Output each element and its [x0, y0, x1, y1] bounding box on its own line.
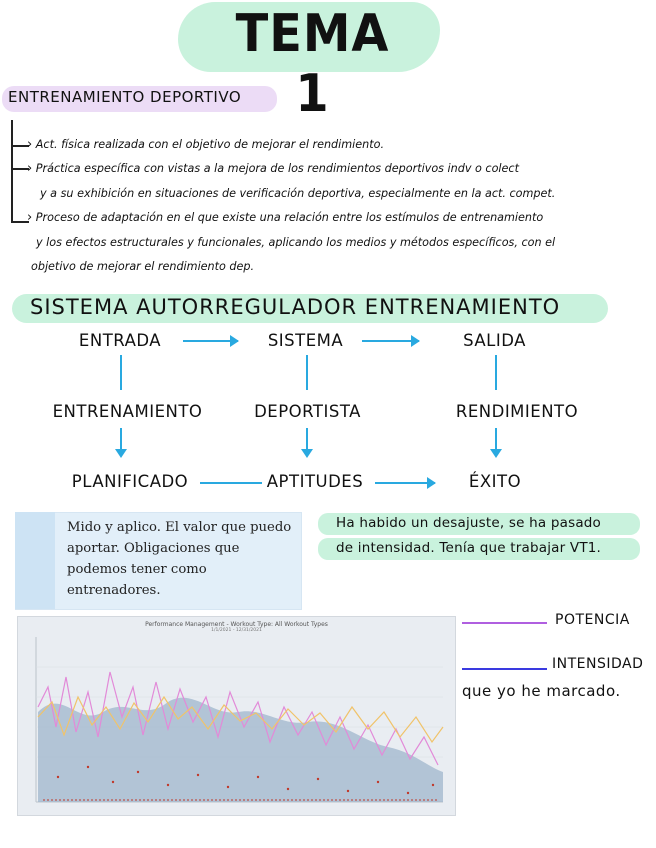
connector-line — [200, 482, 262, 484]
down-arrow — [495, 428, 497, 456]
node-salida: SALIDA — [463, 331, 526, 350]
vertical-connector — [306, 355, 308, 390]
adjustment-note-line: de intensidad. Tenía que trabajar VT1. — [336, 540, 602, 556]
section-subtitle: ENTRENAMIENTO DEPORTIVO — [8, 88, 242, 106]
legend-caption: que yo he marcado. — [462, 682, 621, 700]
definition-1 — [27, 138, 384, 151]
definition-line: Proceso de adaptación en el que existe una relación entre los estímulos de entrenamiento — [35, 211, 544, 224]
node-sistema: SISTEMA — [267, 331, 344, 350]
system-title: SISTEMA AUTORREGULADOR ENTRENAMIENTO — [30, 295, 561, 319]
definition-line: Práctica específica con vistas a la mejora de los rendimientos deportivos indv o colect — [35, 162, 519, 175]
legend-potencia: POTENCIA — [555, 612, 630, 628]
chart-subtitle: 1/1/2021 - 12/31/2021 — [211, 628, 262, 633]
vertical-connector — [120, 355, 122, 390]
definition-bracket — [11, 120, 13, 223]
definition-line: y a su exhibición en situaciones de verificación deportiva, especialmente en la act. compet. — [40, 187, 556, 200]
node-planificado: PLANIFICADO — [71, 472, 189, 491]
adjustment-note-line: Ha habido un desajuste, se ha pasado — [336, 515, 602, 531]
legend-intensidad: INTENSIDAD — [552, 656, 644, 672]
page-title: TEMA 1 — [235, 4, 390, 124]
definition-2 — [27, 162, 519, 175]
node-deportista: DEPORTISTA — [254, 402, 361, 421]
arrow-right-icon: › — [27, 137, 33, 152]
vertical-connector — [495, 355, 497, 390]
definition-line: Act. física realizada con el objetivo de mejorar el rendimiento. — [35, 138, 385, 151]
definition-3 — [27, 211, 543, 224]
arrow-right-icon: › — [27, 210, 33, 225]
intensidad-line — [462, 668, 547, 670]
chart-plot — [18, 617, 455, 815]
down-arrow — [120, 428, 122, 456]
flow-arrow — [362, 340, 419, 342]
flow-arrow — [375, 482, 435, 484]
chart-title: Performance Management - Workout Type: All Workout Types — [145, 621, 328, 628]
node-entrada: ENTRADA — [78, 331, 162, 350]
node-aptitudes: APTITUDES — [266, 472, 364, 491]
arrow-right-icon: › — [27, 161, 33, 176]
node-entrenamiento: ENTRENAMIENTO — [52, 402, 203, 421]
down-arrow — [306, 428, 308, 456]
flow-arrow — [183, 340, 238, 342]
definition-line: y los efectos estructurales y funcionales, aplicando los medios y métodos específicos, con el — [36, 236, 556, 249]
performance-chart — [17, 616, 456, 816]
note-text: Mido y aplico. El valor que puedo aportar. Obligaciones que podemos tener como entrenadores. — [67, 520, 292, 598]
note-strip — [15, 512, 55, 609]
node-rendimiento: RENDIMIENTO — [455, 402, 579, 421]
node-exito: ÉXITO — [468, 472, 522, 491]
potencia-line — [462, 622, 547, 624]
definition-line: objetivo de mejorar el rendimiento dep. — [31, 260, 255, 273]
